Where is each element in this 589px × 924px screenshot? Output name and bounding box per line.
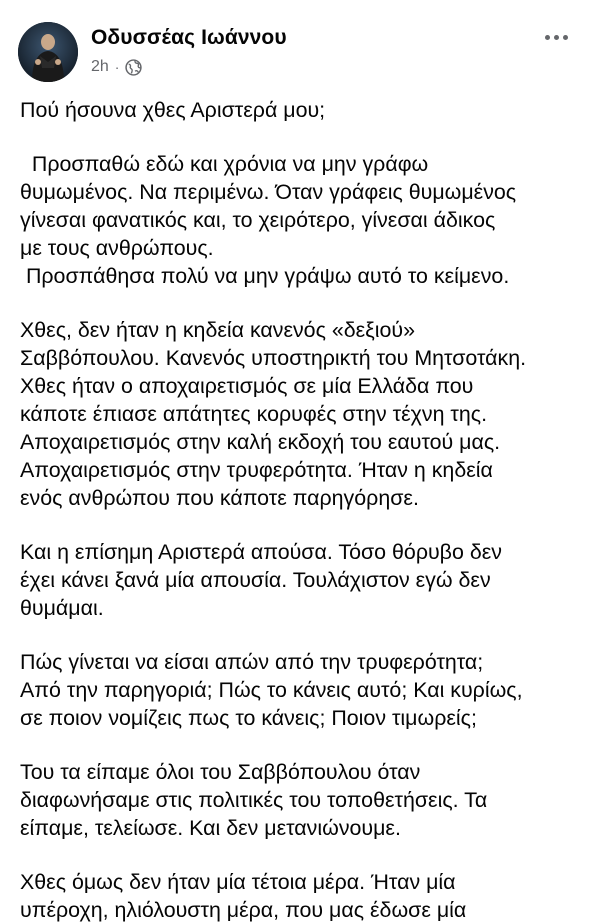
post-text-line: Από την παρηγοριά; Πώς το κάνεις αυτό; Και κυρίως, <box>20 678 523 702</box>
post-paragraph <box>20 316 585 512</box>
meta-separator: · <box>114 59 120 75</box>
globe-icon[interactable] <box>125 59 142 76</box>
paragraph-gap <box>20 622 585 648</box>
paragraph-gap <box>20 124 585 150</box>
post-text-line: υπέροχη, ηλιόλουστη μέρα, που μας έδωσε μία <box>20 898 467 922</box>
post-paragraph <box>20 758 585 842</box>
post-header <box>0 0 589 90</box>
post-text-line: γίνεσαι φανατικός και, το χειρότερο, γίνεσαι άδικος <box>20 208 496 232</box>
post-text-line: Χθες ήταν ο αποχαιρετισμός σε μία Ελλάδα που <box>20 374 474 398</box>
post-text-line: Πού ήσουνα χθες Αριστερά μου; <box>20 98 326 122</box>
paragraph-gap <box>20 512 585 538</box>
paragraph-gap <box>20 732 585 758</box>
post-text-line: θυμωμένος. Να περιμένω. Όταν γράφεις θυμωμένος <box>20 180 517 204</box>
post-text-line: είπαμε, τελείωσε. Και δεν μετανιώνουμε. <box>20 816 401 840</box>
post-paragraph <box>20 868 585 924</box>
post-text-line: Χθες όμως δεν ήταν μία τέτοια μέρα. Ήταν μία <box>20 870 456 894</box>
post-text-line: Χθες, δεν ήταν η κηδεία κανενός «δεξιού» <box>20 318 415 342</box>
post-text-line: σε ποιον νομίζεις πως το κάνεις; Ποιον τιμωρείς; <box>20 706 477 730</box>
post-body <box>20 96 585 924</box>
post-text-line: Του τα είπαμε όλοι του Σαββόπουλου όταν <box>20 760 421 784</box>
post-text-line: ενός ανθρώπου που κάποτε παρηγόρησε. <box>20 486 419 510</box>
avatar[interactable] <box>18 22 78 82</box>
post-text-line: Αποχαιρετισμός στην καλή εκδοχή του εαυτού μας. <box>20 430 501 454</box>
post-text-line: Και η επίσημη Αριστερά απούσα. Τόσο θόρυβο δεν <box>20 540 502 564</box>
author-name[interactable]: Οδυσσέας Ιωάννου <box>91 26 287 49</box>
paragraph-gap <box>20 290 585 316</box>
avatar-image <box>18 22 78 82</box>
post-text-line: έχει κάνει ξανά μία απουσία. Τουλάχιστον εγώ δεν <box>20 568 491 592</box>
more-options-button[interactable] <box>536 22 576 52</box>
post-text-line: κάποτε έπιασε απάτητες κορυφές στην τέχνη της. <box>20 402 488 426</box>
post-text-line: Πώς γίνεται να είσαι απών από την τρυφερότητα; <box>20 650 484 674</box>
paragraph-gap <box>20 842 585 868</box>
post-time[interactable]: 2h <box>91 58 109 75</box>
post-text-line: διαφωνήσαμε στις πολιτικές του τοποθετήσεις. Τα <box>20 788 488 812</box>
post-paragraph <box>20 150 585 290</box>
post-paragraph <box>20 648 585 732</box>
post-text-line: Προσπάθησα πολύ να μην γράψω αυτό το κείμενο. <box>20 264 510 288</box>
post-text-line: θυμάμαι. <box>20 596 104 620</box>
more-options-icon <box>545 35 568 40</box>
post-text-line: Αποχαιρετισμός στην τρυφερότητα. Ήταν η κηδεία <box>20 458 493 482</box>
post-paragraph <box>20 96 585 124</box>
post-text-line: Σαββόπουλου. Κανενός υποστηρικτή του Μητσοτάκη. <box>20 346 527 370</box>
post-text-line: με τους ανθρώπους. <box>20 236 214 260</box>
post-paragraph <box>20 538 585 622</box>
post-meta <box>91 57 142 77</box>
post-text-line: Προσπαθώ εδώ και χρόνια να μην γράφω <box>20 152 429 176</box>
